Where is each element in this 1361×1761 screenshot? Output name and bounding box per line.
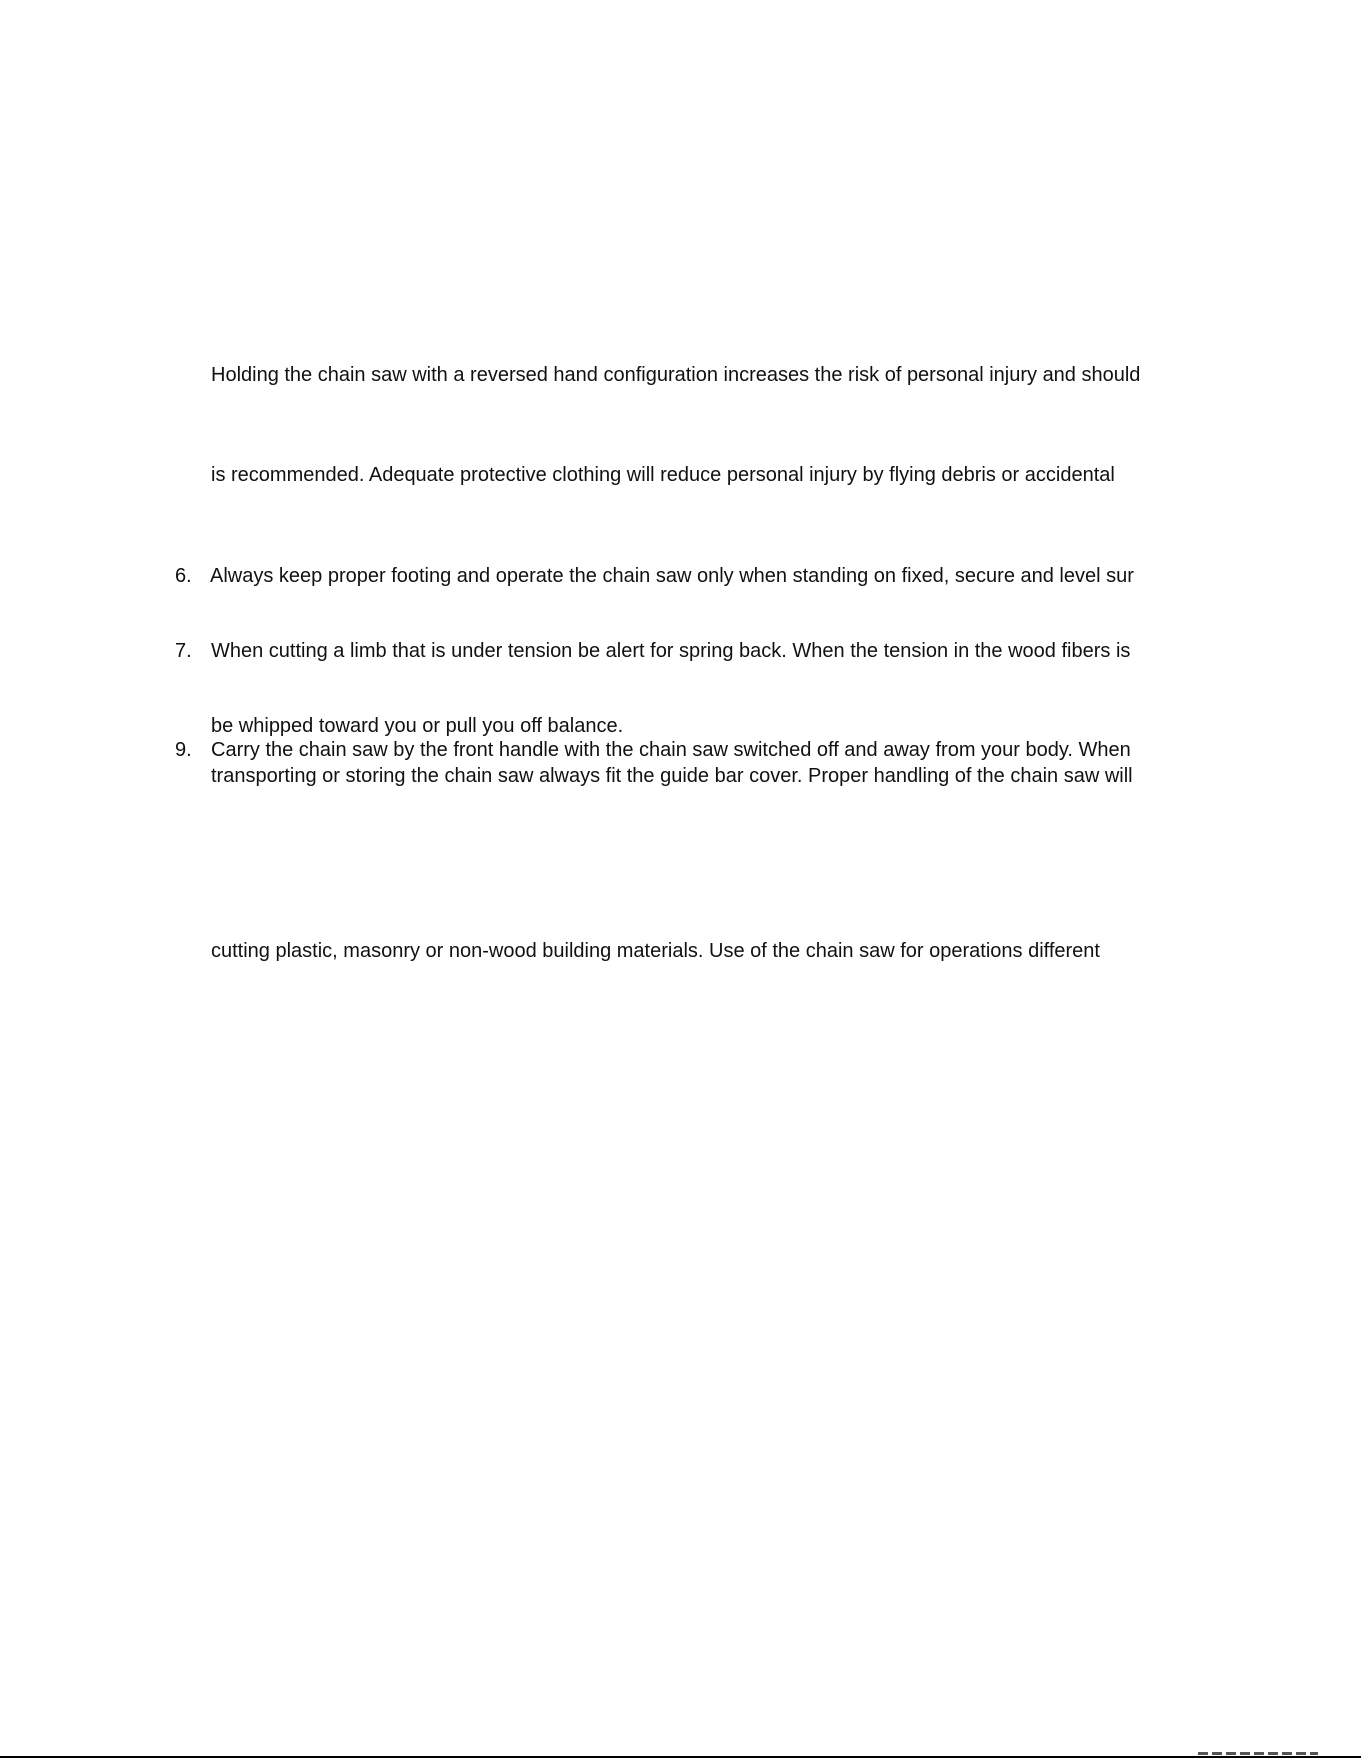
text-line-proper-footing: Always keep proper footing and operate the chain saw only when standing on fixed, secure and level sur: [210, 565, 1134, 587]
text-line-protective-clothing: is recommended. Adequate protective clothing will reduce personal injury by flying debris or accidental: [211, 464, 1115, 486]
page-bottom-border: [0, 1756, 1361, 1758]
text-line-carry-chain-saw: Carry the chain saw by the front handle with the chain saw switched off and away from your body. When: [211, 739, 1131, 761]
list-number-9: 9.: [175, 739, 192, 761]
list-number-7: 7.: [175, 640, 192, 662]
text-line-limb-tension: When cutting a limb that is under tension be alert for spring back. When the tension in the wood fibers is: [211, 640, 1131, 662]
text-line-transporting-storing: transporting or storing the chain saw always fit the guide bar cover. Proper handling of the chain saw will: [211, 765, 1133, 787]
page-corner-mark: [1198, 1752, 1318, 1755]
text-line-hand-configuration: Holding the chain saw with a reversed hand configuration increases the risk of personal injury and should: [211, 364, 1141, 386]
text-line-cutting-plastic: cutting plastic, masonry or non-wood building materials. Use of the chain saw for operations different: [211, 940, 1100, 962]
list-number-6: 6.: [175, 565, 192, 587]
text-line-whipped-toward: be whipped toward you or pull you off balance.: [211, 715, 624, 737]
